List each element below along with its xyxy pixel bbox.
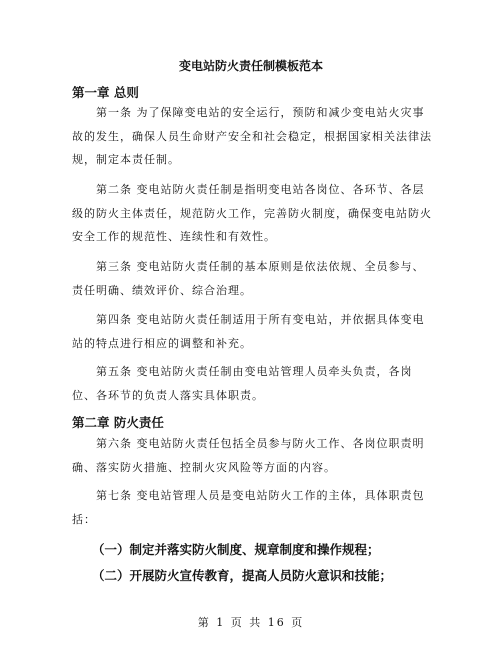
chapter-heading-2: 第二章 防火责任 xyxy=(72,415,164,430)
page-number: 第 1 页 共 16 页 xyxy=(197,616,305,629)
article-6: 第六条 变电站防火责任包括全员参与防火工作、各岗位职责明确、落实防火措施、控制火灾风险等方面的内容。 xyxy=(72,437,425,474)
list-item-1: （一）制定并落实防火制度、规章制度和操作规程； xyxy=(92,542,380,557)
article-7: 第七条 变电站管理人员是变电站防火工作的主体，具体职责包括： xyxy=(72,489,425,526)
article-4: 第四条 变电站防火责任制适用于所有变电站，并依据具体变电站的特点进行相应的调整和补充。 xyxy=(72,313,425,350)
article-5: 第五条 变电站防火责任制由变电站管理人员牵头负责，各岗位、各环节的负责人落实具体职责。 xyxy=(72,365,413,402)
article-3: 第三条 变电站防火责任制的基本原则是依法依规、全员参与、责任明确、绩效评价、综合治理。 xyxy=(72,260,425,297)
chapter-heading-1: 第一章 总则 xyxy=(72,85,139,100)
article-1: 第一条 为了保障变电站的安全运行，预防和减少变电站火灾事故的发生，确保人员生命财产安全和社会稳定，根据国家相关法律法规，制定本责任制。 xyxy=(72,106,432,167)
article-2: 第二条 变电站防火责任制是指明变电站各岗位、各环节、各层级的防火主体责任，规范防火工作，完善防火制度，确保变电站防火安全工作的规范性、连续性和有效性。 xyxy=(72,183,432,244)
list-item-2: （二）开展防火宣传教育，提高人员防火意识和技能； xyxy=(92,568,393,583)
document-title: 变电站防火责任制模板范本 xyxy=(178,59,323,73)
